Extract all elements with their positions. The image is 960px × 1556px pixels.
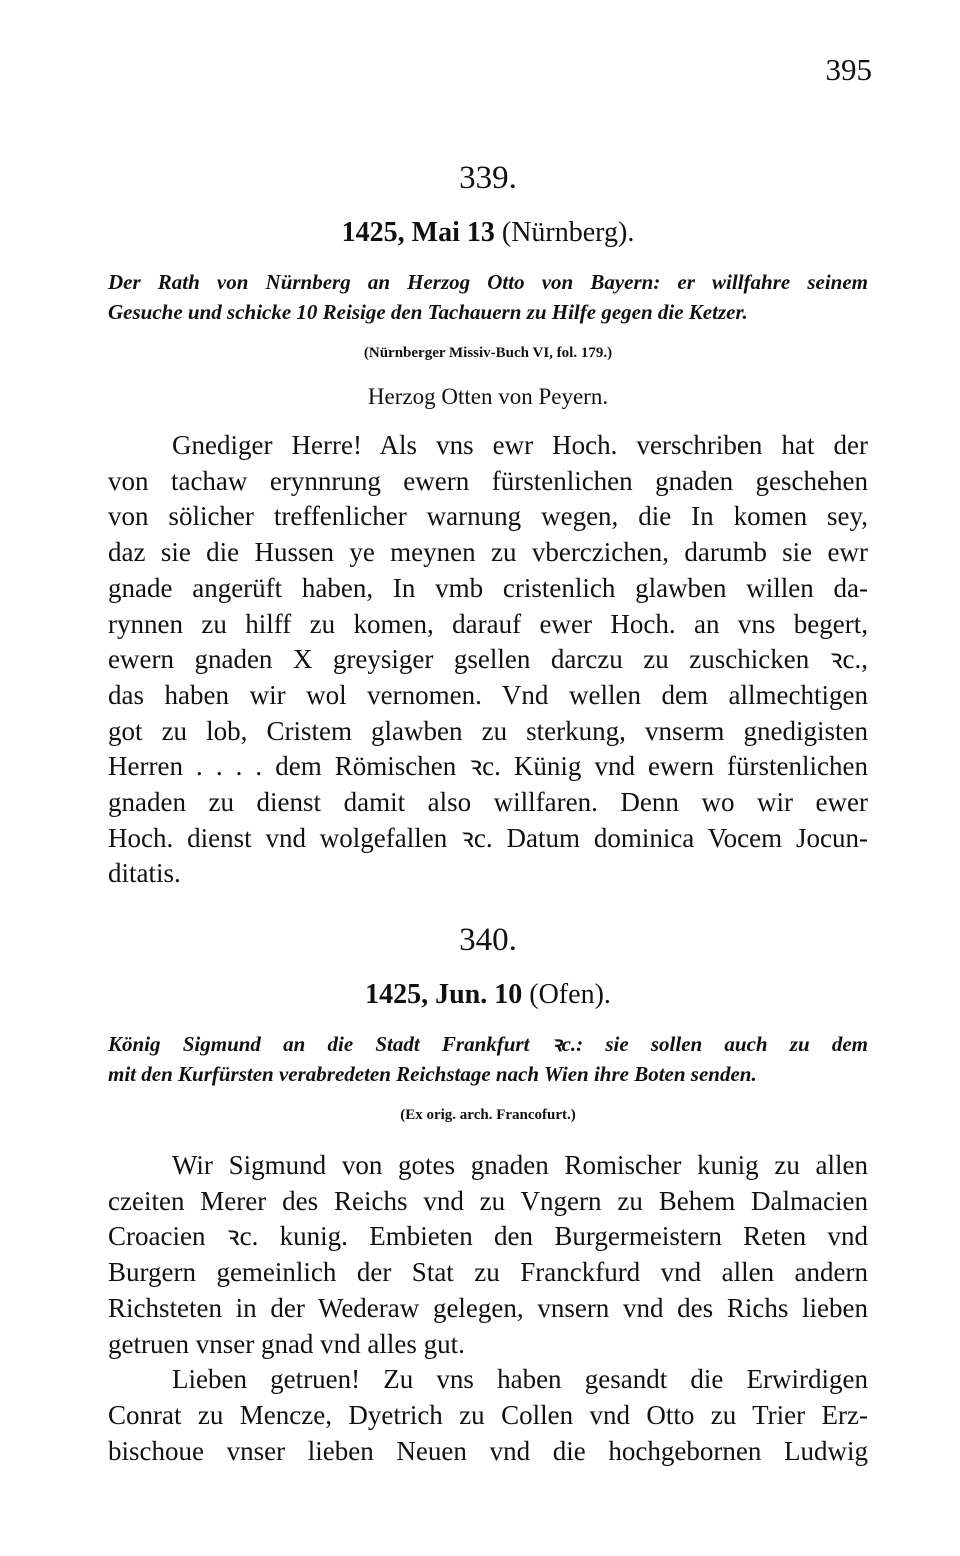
date-bold: 1425, Mai 13 bbox=[341, 217, 495, 248]
date-place: (Nürnberg). bbox=[501, 217, 635, 248]
summary-line: Gesuche und schicke 10 Reisige den Tachauern zu Hilfe gegen die Ketzer. bbox=[108, 300, 748, 324]
body-paragraph bbox=[108, 1362, 868, 1469]
text-line: gnaden zu dienst damit also willfaren. Denn wo wir ewer bbox=[108, 787, 868, 818]
document-body bbox=[108, 1148, 868, 1469]
text-line: Conrat zu Mencze, Dyetrich zu Collen vnd Otto zu Trier Erz- bbox=[108, 1399, 868, 1430]
body-paragraph bbox=[108, 1148, 868, 1362]
text-line: Hoch. dienst vnd wolgefallen ꝛc. Datum dominica Vocem Jocun- bbox=[108, 822, 868, 853]
document-number: 340. bbox=[459, 922, 517, 958]
text-line: Burgern gemeinlich der Stat zu Franckfurd vnd allen andern bbox=[108, 1257, 868, 1288]
text-line: gnade angerüft haben, In vmb cristenlich glawben willen da- bbox=[108, 572, 868, 603]
page-number: 395 bbox=[825, 52, 872, 87]
text-line: daz sie die Hussen ye meynen zu vberczichen, darumb sie ewr bbox=[108, 537, 868, 568]
document-date bbox=[108, 217, 868, 249]
text-line: czeiten Merer des Reichs vnd zu Vngern zu Behem Dalmacien bbox=[108, 1185, 868, 1216]
body-paragraph bbox=[108, 428, 868, 892]
text-line: Lieben getruen! Zu vns haben gesandt die Erwirdigen bbox=[172, 1364, 868, 1395]
text-line: Wir Sigmund von gotes gnaden Romischer kunig zu allen bbox=[172, 1150, 868, 1180]
summary-line: mit den Kurfürsten verabredeten Reichstage nach Wien ihre Boten senden. bbox=[108, 1062, 757, 1086]
summary-line: Der Rath von Nürnberg an Herzog Otto von Bayern: er willfahre seinem bbox=[108, 270, 868, 294]
text-line: Richsteten in der Wederaw gelegen, vnsern vnd des Richs lieben bbox=[108, 1292, 868, 1323]
addressee: Herzog Otten von Peyern. bbox=[367, 384, 609, 409]
document-summary bbox=[108, 267, 868, 327]
text-line: Croacien ꝛc. kunig. Embieten den Burgermeistern Reten vnd bbox=[108, 1221, 868, 1252]
summary-line: König Sigmund an die Stadt Frankfurt ꝛc.: sie sollen auch zu dem bbox=[108, 1032, 868, 1056]
text-line: ewern gnaden X greysiger gsellen darczu zu zuschicken ꝛc., bbox=[108, 644, 868, 675]
source-citation: (Ex orig. arch. Francofurt.) bbox=[400, 1107, 576, 1123]
document-date bbox=[108, 979, 868, 1011]
document-number: 339. bbox=[459, 160, 517, 196]
document-340 bbox=[108, 922, 868, 1469]
text-line: rynnen zu hilff zu komen, darauf ewer Hoch. an vns begert, bbox=[108, 608, 868, 639]
text-line: Herren . . . . dem Römischen ꝛc. Künig vnd ewern fürstenlichen bbox=[108, 751, 868, 782]
text-line: got zu lob, Cristem glawben zu sterkung, vnserm gnedigisten bbox=[108, 715, 868, 746]
text-line: von sölicher treffenlicher warnung wegen, die In komen sey, bbox=[108, 501, 868, 532]
text-line: ditatis. bbox=[108, 858, 181, 889]
date-bold: 1425, Jun. 10 bbox=[365, 979, 523, 1010]
text-line: das haben wir wol vernomen. Vnd wellen dem allmechtigen bbox=[108, 679, 868, 710]
text-line: Gnediger Herre! Als vns ewr Hoch. verschriben hat der bbox=[172, 430, 868, 460]
document-339 bbox=[108, 160, 868, 892]
text-line: von tachaw erynnrung ewern fürstenlichen gnaden geschehen bbox=[108, 465, 868, 496]
source-citation: (Nürnberger Missiv-Buch VI, fol. 179.) bbox=[363, 345, 613, 361]
document-body bbox=[108, 428, 868, 892]
date-place: (Ofen). bbox=[529, 979, 611, 1010]
text-line: getruen vnser gnad vnd alles gut. bbox=[108, 1328, 465, 1359]
document-summary bbox=[108, 1029, 868, 1089]
text-line: bischoue vnser lieben Neuen vnd die hochgebornen Ludwig bbox=[108, 1435, 868, 1466]
